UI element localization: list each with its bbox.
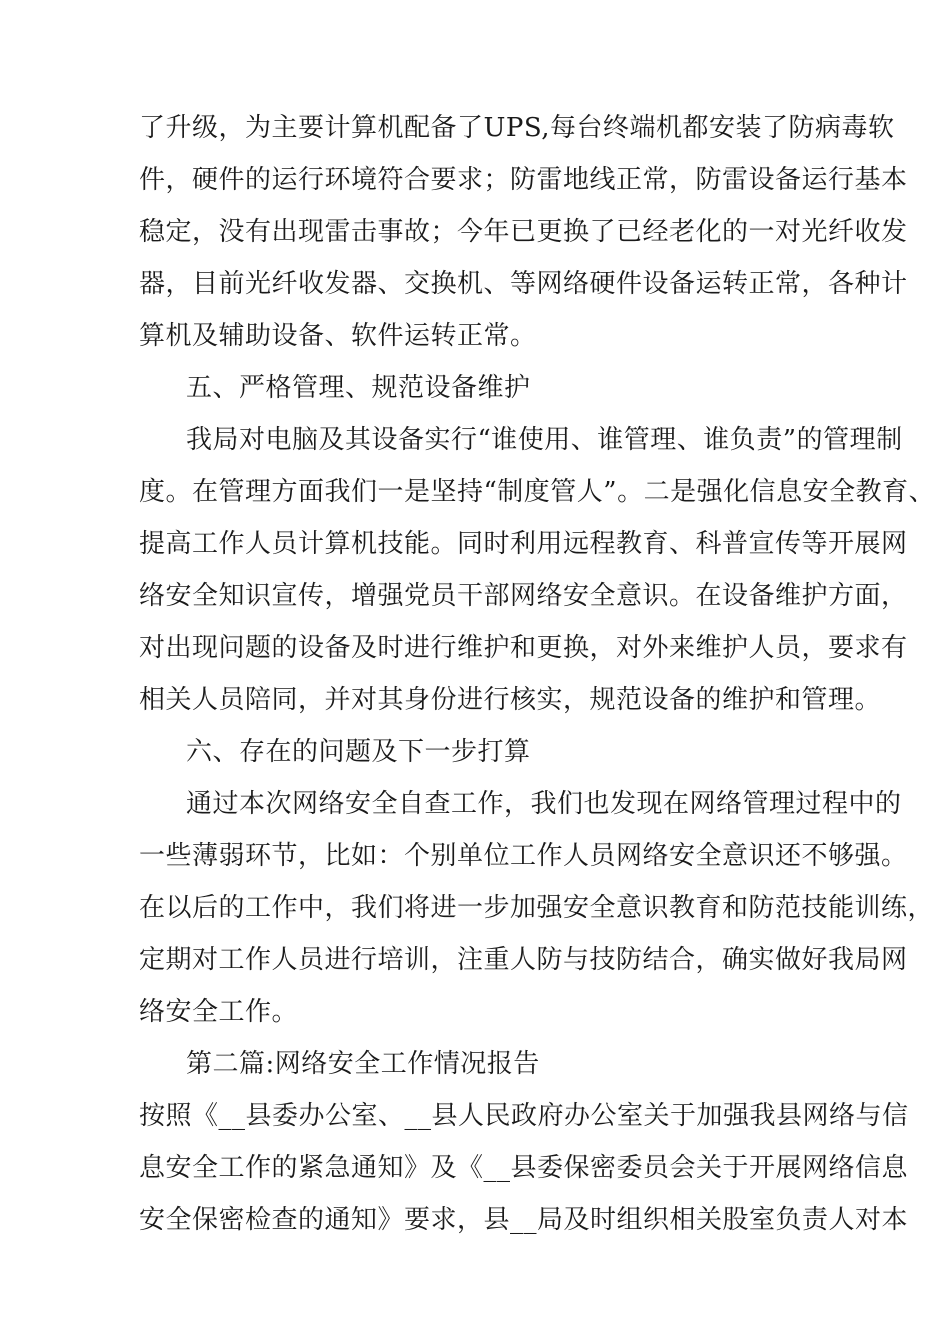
paragraph-line: 通过本次网络安全自查工作，我们也发现在网络管理过程中的 <box>186 789 902 819</box>
paragraph-line: 安全保密检查的通知》要求，县__局及时组织相关股室负责人对本 <box>139 1205 909 1235</box>
paragraph-line: 提高工作人员计算机技能。同时利用远程教育、科普宣传等开展网 <box>139 529 908 559</box>
paragraph-line: 度。在管理方面我们一是坚持“制度管人”。二是强化信息安全教育、 <box>139 477 936 507</box>
paragraph-line: 络安全知识宣传，增强党员干部网络安全意识。在设备维护方面， <box>139 581 908 611</box>
paragraph-line: 定期对工作人员进行培训，注重人防与技防结合，确实做好我局网 <box>139 945 908 975</box>
section-heading: 五、严格管理、规范设备维护 <box>186 373 531 403</box>
paragraph-line: 了升级，为主要计算机配备了UPS,每台终端机都安装了防病毒软 <box>139 113 895 143</box>
paragraph-line: 器，目前光纤收发器、交换机、等网络硬件设备运转正常，各种计 <box>139 269 908 299</box>
paragraph-line: 稳定，没有出现雷击事故；今年已更换了已经老化的一对光纤收发 <box>139 217 908 247</box>
paragraph-line: 息安全工作的紧急通知》及《__县委保密委员会关于开展网络信息 <box>139 1153 909 1183</box>
paragraph-line: 我局对电脑及其设备实行“谁使用、谁管理、谁负责”的管理制 <box>186 425 903 455</box>
paragraph-line: 相关人员陪同，并对其身份进行核实，规范设备的维护和管理。 <box>139 685 882 715</box>
paragraph-line: 络安全工作。 <box>139 997 299 1027</box>
paragraph-line: 对出现问题的设备及时进行维护和更换，对外来维护人员，要求有 <box>139 633 908 663</box>
paragraph-line: 按照《__县委办公室、__县人民政府办公室关于加强我县网络与信 <box>139 1101 909 1131</box>
paragraph-line: 在以后的工作中，我们将进一步加强安全意识教育和防范技能训练， <box>139 893 935 923</box>
paragraph-line: 件，硬件的运行环境符合要求；防雷地线正常，防雷设备运行基本 <box>139 165 908 195</box>
chapter-heading: 第二篇:网络安全工作情况报告 <box>186 1049 540 1079</box>
paragraph-line: 算机及辅助设备、软件运转正常。 <box>139 321 537 351</box>
section-heading: 六、存在的问题及下一步打算 <box>186 737 531 767</box>
paragraph-line: 一些薄弱环节，比如：个别单位工作人员网络安全意识还不够强。 <box>139 841 908 871</box>
